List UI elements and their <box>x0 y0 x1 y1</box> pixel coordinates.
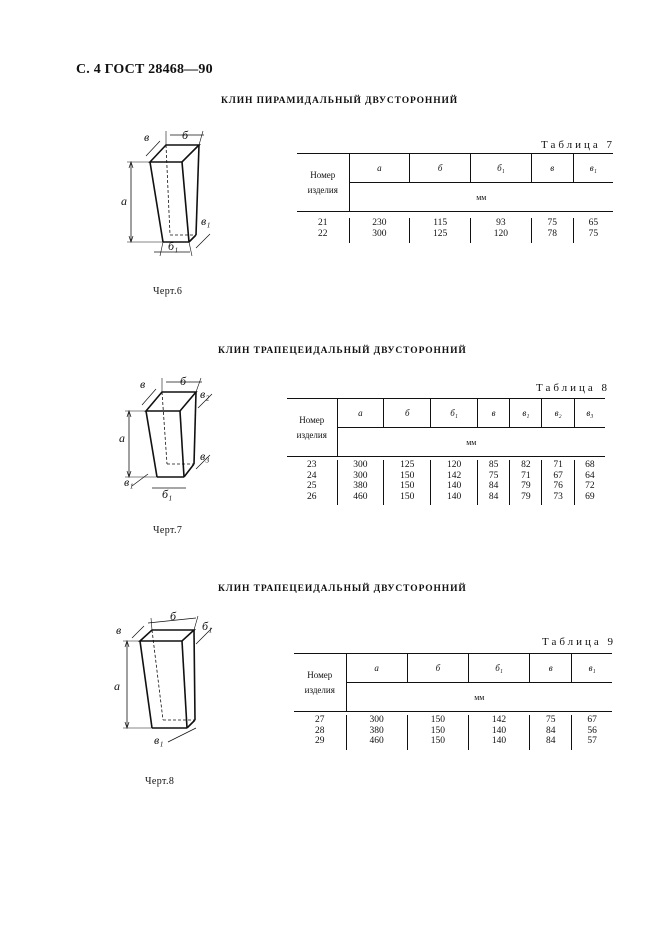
drawing-label: б₁ <box>202 619 213 633</box>
table-row: 28 380 150 140 84 56 <box>294 726 612 737</box>
drawing-caption-2: Черт.7 <box>153 525 183 536</box>
drawing-trapezoidal-wedge-2 <box>108 610 228 760</box>
drawing-label: б₁ <box>168 239 179 253</box>
drawing-label: а <box>114 679 120 693</box>
col-header: б <box>384 399 431 428</box>
drawing-label: в₁ <box>201 214 211 228</box>
col-header: а <box>337 399 384 428</box>
drawing-label: в <box>140 377 146 391</box>
col-header: а <box>346 654 407 683</box>
table-label-9: Таблица 9 <box>542 636 617 648</box>
col-header: в₁ <box>510 399 542 428</box>
section-title-2: КЛИН ТРАПЕЦЕИДАЛЬНЫЙ ДВУСТОРОННИЙ <box>218 346 467 356</box>
col-header: в <box>530 654 572 683</box>
unit-header: мм <box>337 428 605 457</box>
spec-table-7 <box>297 153 613 243</box>
unit-header: мм <box>346 683 612 712</box>
drawing-label: в₃ <box>200 449 210 463</box>
table-label-8: Таблица 8 <box>536 382 611 394</box>
row-header: Номер изделия <box>287 399 337 457</box>
section-title-1: КЛИН ПИРАМИДАЛЬНЫЙ ДВУСТОРОННИЙ <box>221 96 459 106</box>
drawing-label: в <box>116 623 122 637</box>
table-row: 24 300 150 142 75 71 67 64 <box>287 471 605 482</box>
drawing-label: в₂ <box>200 387 210 401</box>
table-row: 22 300 125 120 78 75 <box>297 229 613 240</box>
table-row: 23 300 125 120 85 82 71 68 <box>287 460 605 471</box>
col-header: в₃ <box>574 399 605 428</box>
col-header: в <box>477 399 509 428</box>
drawing-label: б <box>180 374 187 388</box>
drawing-label: б <box>170 610 177 623</box>
drawing-label: б₁ <box>162 487 173 501</box>
table-row: 29 460 150 140 84 57 <box>294 736 612 747</box>
row-header: Номер изделия <box>297 154 349 212</box>
section-title-3: КЛИН ТРАПЕЦЕИДАЛЬНЫЙ ДВУСТОРОННИЙ <box>218 584 467 594</box>
drawing-label: в₁ <box>124 475 134 489</box>
col-header: в <box>531 154 573 183</box>
table-row: 27 300 150 142 75 67 <box>294 715 612 726</box>
table-row: 21 230 115 93 75 65 <box>297 218 613 229</box>
drawing-label: б <box>182 128 189 142</box>
row-header: Номер изделия <box>294 654 346 712</box>
drawing-label: в <box>144 130 150 144</box>
page-header: С. 4 ГОСТ 28468—90 <box>76 62 213 77</box>
table-row: 25 380 150 140 84 79 76 72 <box>287 481 605 492</box>
col-header: в₁ <box>572 654 612 683</box>
table-label-7: Таблица 7 <box>541 139 616 151</box>
col-header: в₁ <box>573 154 613 183</box>
drawing-caption-1: Черт.6 <box>153 286 183 297</box>
col-header: в₂ <box>542 399 574 428</box>
drawing-caption-3: Черт.8 <box>145 776 175 787</box>
col-header: б₁ <box>431 399 478 428</box>
unit-header: мм <box>349 183 613 212</box>
drawing-trapezoidal-wedge-1 <box>112 374 232 514</box>
col-header: а <box>349 154 410 183</box>
spec-table-9 <box>294 653 612 750</box>
col-header: б <box>410 154 471 183</box>
col-header: б₁ <box>471 154 532 183</box>
col-header: б <box>407 654 468 683</box>
drawing-label: в₁ <box>154 733 164 747</box>
drawing-label: а <box>119 431 125 445</box>
drawing-label: а <box>121 194 127 208</box>
drawing-pyramidal-wedge <box>112 126 222 266</box>
col-header: б₁ <box>468 654 529 683</box>
table-row: 26 460 150 140 84 79 73 69 <box>287 492 605 503</box>
spec-table-8 <box>287 398 605 505</box>
